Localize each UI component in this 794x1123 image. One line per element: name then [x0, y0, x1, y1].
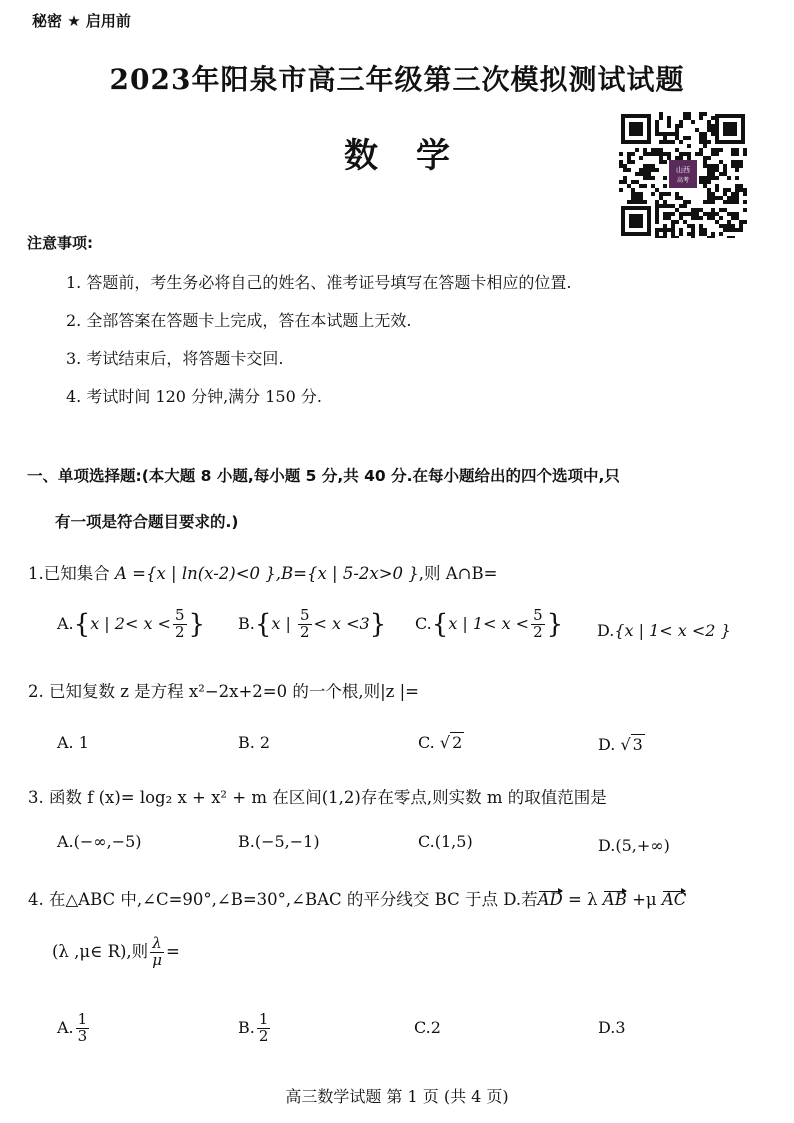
notes-heading: 注意事项: — [27, 234, 93, 252]
note-item-3: 3. 考试结束后，将答题卡交回. — [66, 349, 284, 368]
page-footer: 高三数学试题 第 1 页 (共 4 页) — [285, 1087, 509, 1106]
question-4-stem-cont: (λ ,μ∈ R),则 $\frac{\lambda}{\mu}$ = — [52, 934, 180, 969]
note-item-2: 2. 全部答案在答题卡上完成，答在本试题上无效. — [66, 311, 412, 330]
q2-option-a: A. 1 — [57, 733, 89, 752]
q3-option-c: C.(1,5) — [418, 832, 473, 851]
q4-option-d: D.3 — [598, 1018, 626, 1037]
q1-option-d: D.{x | 1< x <2 } — [597, 621, 731, 640]
q1-option-a: A.{x | 2< x < $\frac{5}{2}$ } — [57, 606, 206, 641]
q4-option-a: A. $\frac{1}{3}$ — [57, 1010, 88, 1045]
q2-option-d: D. √ 3 — [598, 735, 643, 754]
note-item-4: 4. 考试时间 120 分钟,满分 150 分. — [66, 387, 322, 406]
q1-option-c: C.{x | 1< x < $\frac{5}{2}$ } — [415, 606, 564, 641]
question-4-stem: 4. 在△ABC 中,∠C=90°,∠B=30°,∠BAC 的平分线交 BC 于点 D.若AD = λ AB +μ AC — [28, 890, 687, 909]
q2-option-b: B. 2 — [238, 733, 271, 752]
note-item-1: 1. 答题前，考生务必将自己的姓名、准考证号填写在答题卡相应的位置. — [66, 273, 572, 292]
q4-option-c: C.2 — [414, 1018, 441, 1037]
vector-ac: AC — [661, 890, 687, 909]
qr-badge-line2: 高考 — [676, 177, 690, 184]
question-2-stem: 2. 已知复数 z 是方程 x²−2x+2=0 的一个根,则|z |= — [28, 682, 419, 701]
section1-heading: 一、单项选择题:(本大题 8 小题,每小题 5 分,共 40 分.在每小题给出的四个选项中,只 — [27, 467, 620, 485]
q1-option-b: B.{x | $\frac{5}{2}$ < x <3} — [238, 606, 387, 641]
vector-ad: AD — [537, 890, 563, 909]
q3-option-b: B.(−5,−1) — [238, 832, 320, 851]
q3-option-d: D.(5,+∞) — [598, 836, 670, 855]
qr-code — [619, 112, 747, 238]
section1-heading-cont: 有一项是符合题目要求的.) — [55, 513, 239, 531]
question-3-stem: 3. 函数 f (x)= log₂ x + x² + m 在区间(1,2)存在零点,则实数 m 的取值范围是 — [28, 788, 607, 807]
question-1-stem: 1.已知集合 A ={x | ln(x-2)<0 },B={x | 5-2x>0 },则 A∩B= — [28, 564, 498, 583]
exam-title: 2023年阳泉市高三年级第三次模拟测试试题 — [109, 63, 685, 96]
subject-title: 数学 — [344, 136, 488, 176]
qr-badge-line1: 山西 — [676, 166, 690, 174]
q2-option-c: C. √ 2 — [418, 733, 463, 752]
secret-label: 秘密 ★ 启用前 — [32, 12, 131, 30]
q3-option-a: A.(−∞,−5) — [57, 832, 142, 851]
q4-option-b: B. $\frac{1}{2}$ — [238, 1010, 269, 1045]
vector-ab: AB — [602, 890, 627, 909]
